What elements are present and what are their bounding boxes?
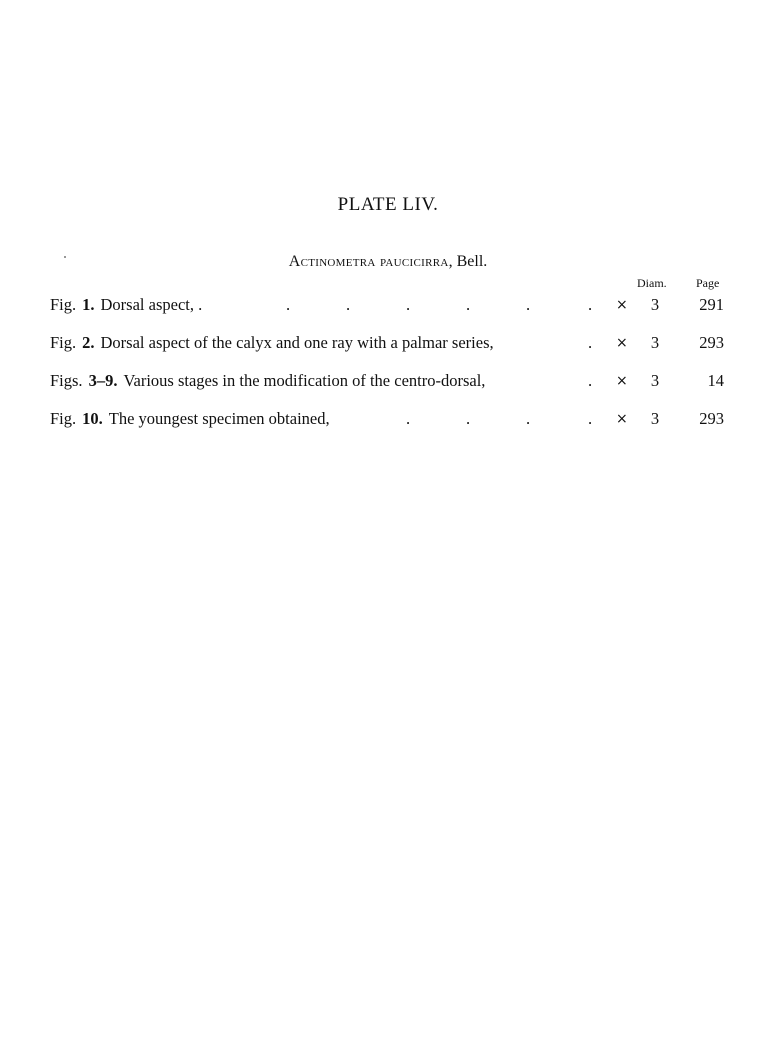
leader-dot: . (466, 295, 471, 314)
diameter-value: 3 (650, 333, 660, 352)
figure-label (50, 408, 330, 430)
plate-title: PLATE LIV. (337, 194, 439, 215)
figure-prefix: Figs. (50, 371, 83, 390)
leader-dot: . (588, 409, 593, 428)
page-number: 293 (699, 333, 724, 352)
figure-row-3 (50, 370, 724, 392)
figure-prefix: Fig. (50, 295, 77, 314)
leader-dot: . (526, 295, 531, 314)
magnification-symbol: × (616, 411, 628, 427)
leader-dot: . (346, 295, 351, 314)
diameter-value: 3 (650, 295, 660, 314)
magnification-symbol: × (616, 297, 628, 313)
figure-prefix: Fig. (50, 409, 77, 428)
figure-description: The youngest specimen obtained, (108, 409, 330, 428)
leader-dot: . (588, 295, 593, 314)
figure-number: 1. (82, 295, 95, 314)
page-number: 291 (699, 295, 724, 314)
leader-dot: . (286, 295, 291, 314)
figure-row-2 (50, 332, 724, 354)
leader-dot: . (466, 409, 471, 428)
leader-dot: . (526, 409, 531, 428)
figure-description: Dorsal aspect of the calyx and one ray with a palmar series, (100, 333, 494, 352)
figure-row-4 (50, 408, 724, 430)
figure-label (50, 370, 485, 392)
figure-label (50, 332, 494, 354)
leader-dot: . (406, 295, 411, 314)
figure-number: 3–9. (88, 371, 118, 390)
page-number: 14 (707, 371, 724, 390)
magnification-symbol: × (616, 373, 628, 389)
figure-description: Various stages in the modification of the centro-dorsal, (123, 371, 486, 390)
leader-dot: . (406, 409, 411, 428)
figure-number: 10. (82, 409, 103, 428)
diameter-value: 3 (650, 409, 660, 428)
diam-column-header: Diam. (637, 276, 667, 290)
species-author: , Bell. (448, 253, 488, 270)
magnification-symbol: × (616, 335, 628, 351)
leader-dot: . (588, 371, 593, 390)
figure-row-1 (50, 294, 724, 316)
figure-number: 2. (82, 333, 95, 352)
page-column-header: Page (696, 276, 720, 290)
leader-dot: . (588, 333, 593, 352)
figure-label (50, 294, 202, 316)
page-number: 293 (699, 409, 724, 428)
diameter-value: 3 (650, 371, 660, 390)
species-name: Actinometra paucicirra (288, 253, 449, 270)
figure-prefix: Fig. (50, 333, 77, 352)
species-heading (0, 253, 776, 271)
figure-description: Dorsal aspect, . (100, 295, 203, 314)
